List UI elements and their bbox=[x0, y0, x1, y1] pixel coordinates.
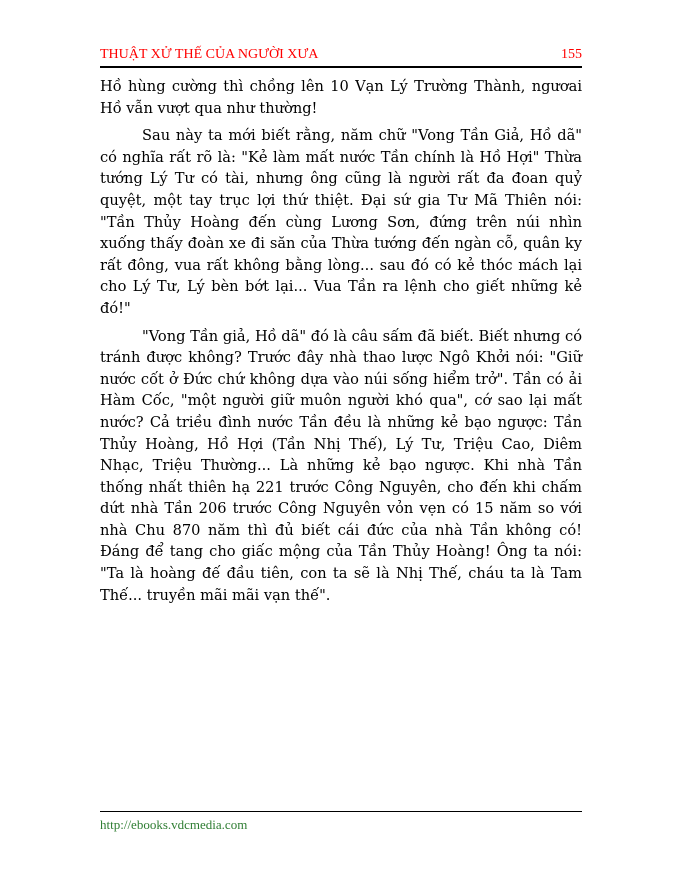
paragraph: Sau này ta mới biết rằng, năm chữ "Vong Tần Giả, Hồ dã" có nghĩa rất rõ là: "Kẻ làm mất nước Tần chính là Hồ Hợi" Thừa tướng Lý Tư có tài, nhưng ông cũng là người rất đa đoan quỷ quyệt, một tay trục lợi thứ thiệt. Đại sứ gia Tư Mã Thiên nói: "Tần Thủy Hoàng đến cùng Lương Sơn, đứng trên núi nhìn xuống thấy đoàn xe đi săn của Thừa tướng đến ngàn cỗ, quân ky rất đông, vua rất không bằng lòng... sau đó có kẻ thóc mách lại cho Lý Tư, Lý bèn bớt lại... Vua Tần ra lệnh cho giết những kẻ đó!" bbox=[100, 127, 582, 317]
paragraph-continuation: Hồ hùng cường thì chồng lên 10 Vạn Lý Trường Thành, ngươai Hồ vẫn vượt qua như thường! bbox=[100, 78, 582, 117]
book-title: THUẬT XỬ THẾ CỦA NGƯỜI XƯA bbox=[100, 47, 319, 62]
page-number: 155 bbox=[561, 47, 582, 62]
page-header bbox=[100, 44, 582, 68]
paragraph: "Vong Tần giả, Hồ dã" đó là câu sấm đã biết. Biết nhưng có tránh được không? Trước đây nhà thao lược Ngô Khởi nói: "Giữ nước cốt ở Đức chứ không dựa vào núi sống hiểm trở". Tần có ải Hàm Cốc, "một người giữ muôn người khó qua", cớ sao lại mất nước? Cả triều đình nước Tần đều là những kẻ bạo ngược: Tần Thủy Hoàng, Hồ Hợi (Tần Nhị Thế), Lý Tư, Triệu Cao, Diêm Nhạc, Triệu Thường... Là những kẻ bạo ngược. Khi nhà Tần thống nhất thiên hạ 221 trước Công Nguyên, cho đến khi chấm dứt nhà Tần 206 trước Công Nguyên vỏn vẹn có 15 năm so với nhà Chu 870 năm thì đủ biết cái đức của nhà Tần không có! Đáng để tang cho giấc mộng của Tần Thủy Hoàng! Ông ta nói: "Ta là hoàng đế đầu tiên, con ta sẽ là Nhị Thế, cháu ta là Tam Thế... truyền mãi mãi vạn thế". bbox=[100, 327, 582, 604]
footer-divider bbox=[100, 811, 582, 812]
footer-url-link[interactable]: http://ebooks.vdcmedia.com bbox=[100, 817, 248, 832]
page-body bbox=[100, 76, 582, 612]
